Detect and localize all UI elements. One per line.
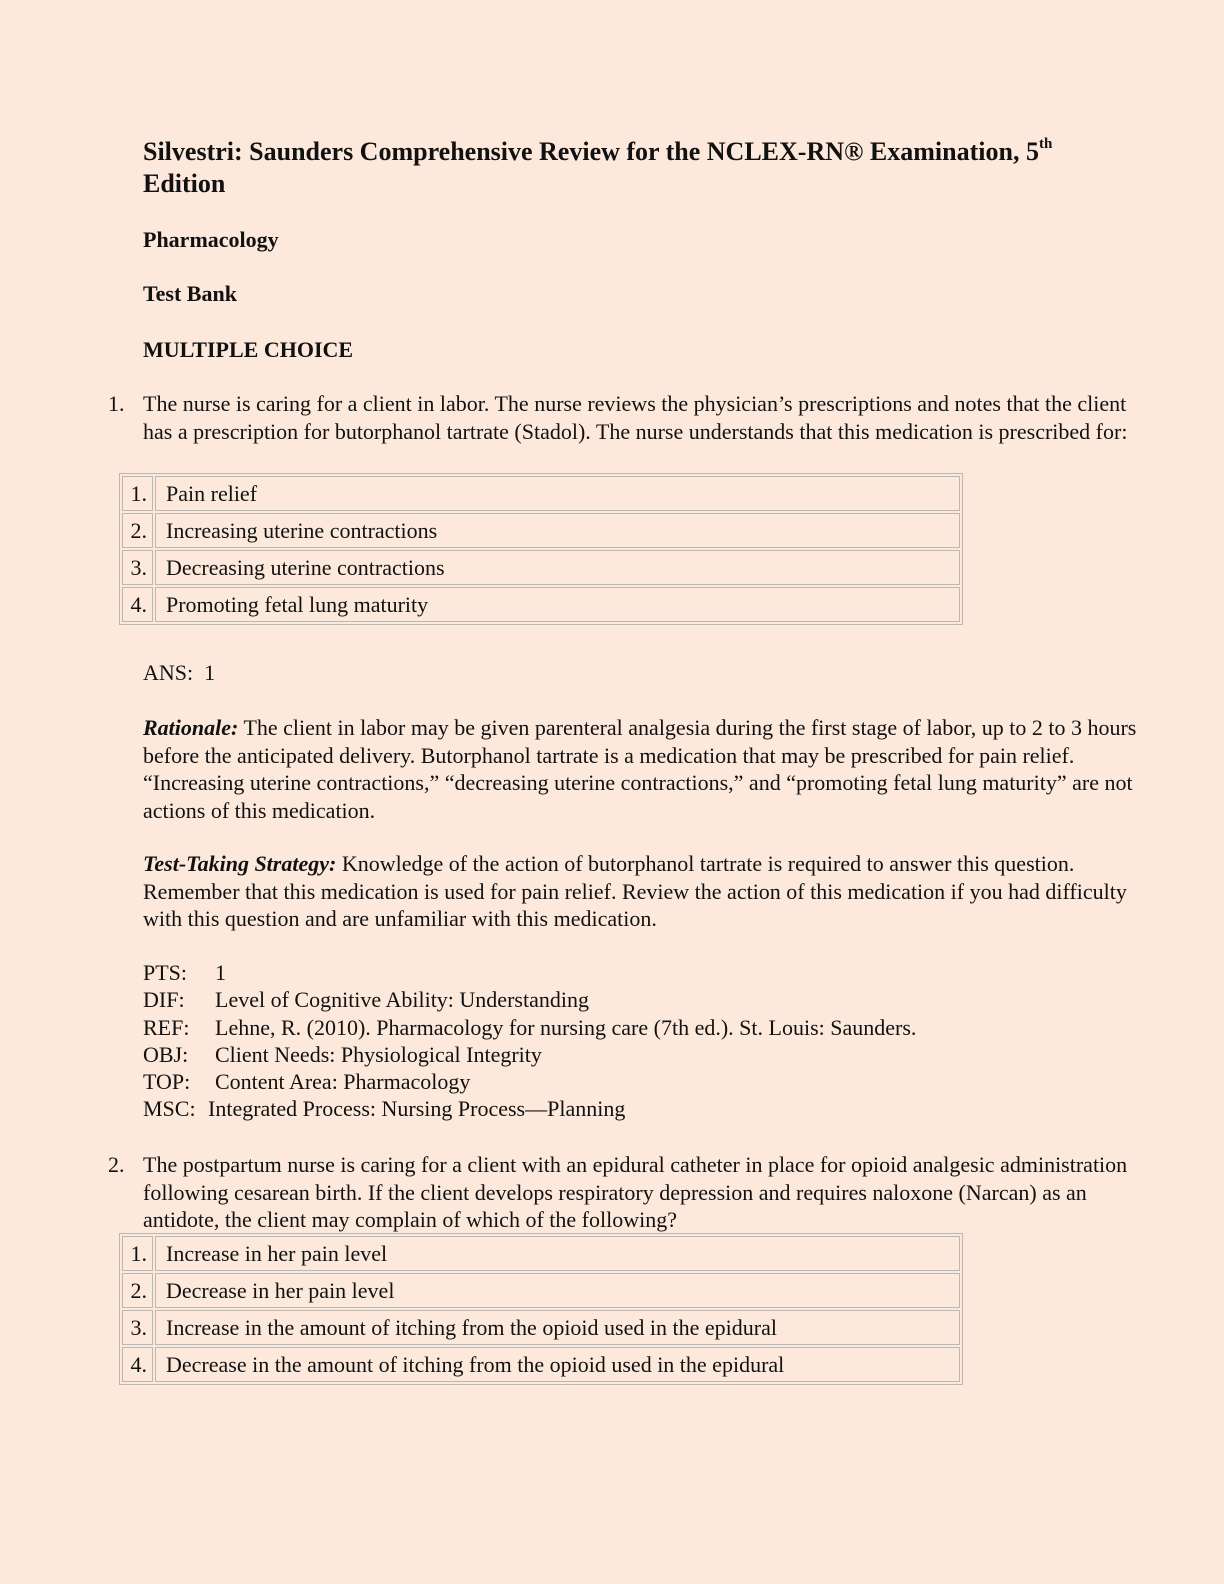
meta-key: TOP:: [143, 1069, 191, 1095]
option-number: 2.: [122, 513, 153, 548]
meta-key: DIF:: [143, 987, 185, 1013]
meta-value: Lehne, R. (2010). Pharmacology for nursing care (7th ed.). St. Louis: Saunders.: [215, 1014, 917, 1040]
subject-heading: Pharmacology: [143, 227, 279, 252]
title-text: Silvestri: Saunders Comprehensive Review for the NCLEX-RN® Examination, 5: [143, 137, 1039, 166]
meta-value: Client Needs: Physiological Integrity: [215, 1041, 542, 1067]
strategy-text: Knowledge of the action of butorphanol tartrate is required to answer this question. Remember that this medication is used for pain relief. Review the action of this medication if you had difficulty with this question and are unfamiliar with this medication.: [143, 851, 1127, 931]
rationale-text: The client in labor may be given parenteral analgesia during the first stage of labor, up to 2 to 3 hours before the anticipated delivery. Butorphanol tartrate is a medication that may be prescribed for pain relief. “Increasing uterine contractions,” “decreasing uterine contractions,” and “promoting fetal lung maturity” are not actions of this medication.: [143, 715, 1137, 823]
meta-key: MSC:: [143, 1096, 196, 1122]
meta-value: Content Area: Pharmacology: [215, 1069, 471, 1095]
option-text: Increase in the amount of itching from the opioid used in the epidural: [155, 1310, 960, 1345]
document-title: [143, 136, 1143, 200]
option-text: Increase in her pain level: [155, 1236, 960, 1271]
meta-row: [143, 986, 916, 1013]
option-number: 4.: [122, 587, 153, 622]
meta-row: [143, 1014, 916, 1041]
option-text: Decreasing uterine contractions: [155, 550, 960, 585]
question-2-stem: The postpartum nurse is caring for a client with an epidural catheter in place for opioid analgesic administration following cesarean birth. If the client develops respiratory depression and requires naloxone (Narcan) as an antidote, the client may complain of which of the following?: [143, 1152, 1128, 1232]
section-heading: Test Bank: [143, 281, 237, 306]
option-number: 1.: [122, 1236, 153, 1271]
option-number: 3.: [122, 550, 153, 585]
option-number: 2.: [122, 1273, 153, 1308]
meta-value: 1: [215, 960, 226, 985]
meta-value: Integrated Process: Nursing Process—Planning: [208, 1096, 626, 1122]
question-1-answer: [143, 659, 1143, 687]
option-row[interactable]: [122, 587, 960, 622]
question-1-number: 1.: [108, 391, 125, 416]
option-row[interactable]: [122, 1236, 960, 1271]
option-text: Promoting fetal lung maturity: [155, 587, 960, 622]
question-1-options: [119, 473, 963, 625]
question-2-options: [119, 1233, 963, 1385]
option-number: 1.: [122, 476, 153, 511]
question-1-strategy: [143, 850, 1143, 933]
option-text: Pain relief: [155, 476, 960, 511]
meta-row: [143, 1095, 916, 1122]
meta-row: [143, 959, 916, 986]
option-row[interactable]: [122, 1273, 960, 1308]
option-text: Decrease in her pain level: [155, 1273, 960, 1308]
option-text: Decrease in the amount of itching from the opioid used in the epidural: [155, 1347, 960, 1382]
meta-row: [143, 1041, 916, 1068]
strategy-label: Test-Taking Strategy:: [143, 851, 337, 876]
question-1-metadata: [143, 959, 916, 1123]
option-number: 3.: [122, 1310, 153, 1345]
meta-key: OBJ:: [143, 1041, 189, 1067]
question-type-heading: MULTIPLE CHOICE: [143, 337, 354, 362]
question-2-number: 2.: [108, 1152, 125, 1177]
option-row[interactable]: [122, 513, 960, 548]
option-row[interactable]: [122, 1347, 960, 1382]
option-row[interactable]: [122, 550, 960, 585]
meta-value: Level of Cognitive Ability: Understanding: [215, 987, 589, 1013]
question-1-stem: The nurse is caring for a client in labor. The nurse reviews the physician’s prescriptions and notes that the client has a prescription for butorphanol tartrate (Stadol). The nurse understands that this medication is prescribed for:: [143, 391, 1128, 444]
question-1-rationale: [143, 714, 1143, 824]
answer-value: 1: [204, 660, 216, 685]
option-row[interactable]: [122, 476, 960, 511]
rationale-label: Rationale:: [143, 715, 239, 740]
meta-key: REF:: [143, 1014, 190, 1040]
meta-key: PTS:: [143, 960, 188, 985]
answer-label: ANS:: [143, 660, 194, 685]
meta-row: [143, 1068, 916, 1095]
title-line2: Edition: [143, 169, 226, 198]
option-text: Increasing uterine contractions: [155, 513, 960, 548]
option-row[interactable]: [122, 1310, 960, 1345]
option-number: 4.: [122, 1347, 153, 1382]
title-superscript: th: [1038, 136, 1053, 153]
